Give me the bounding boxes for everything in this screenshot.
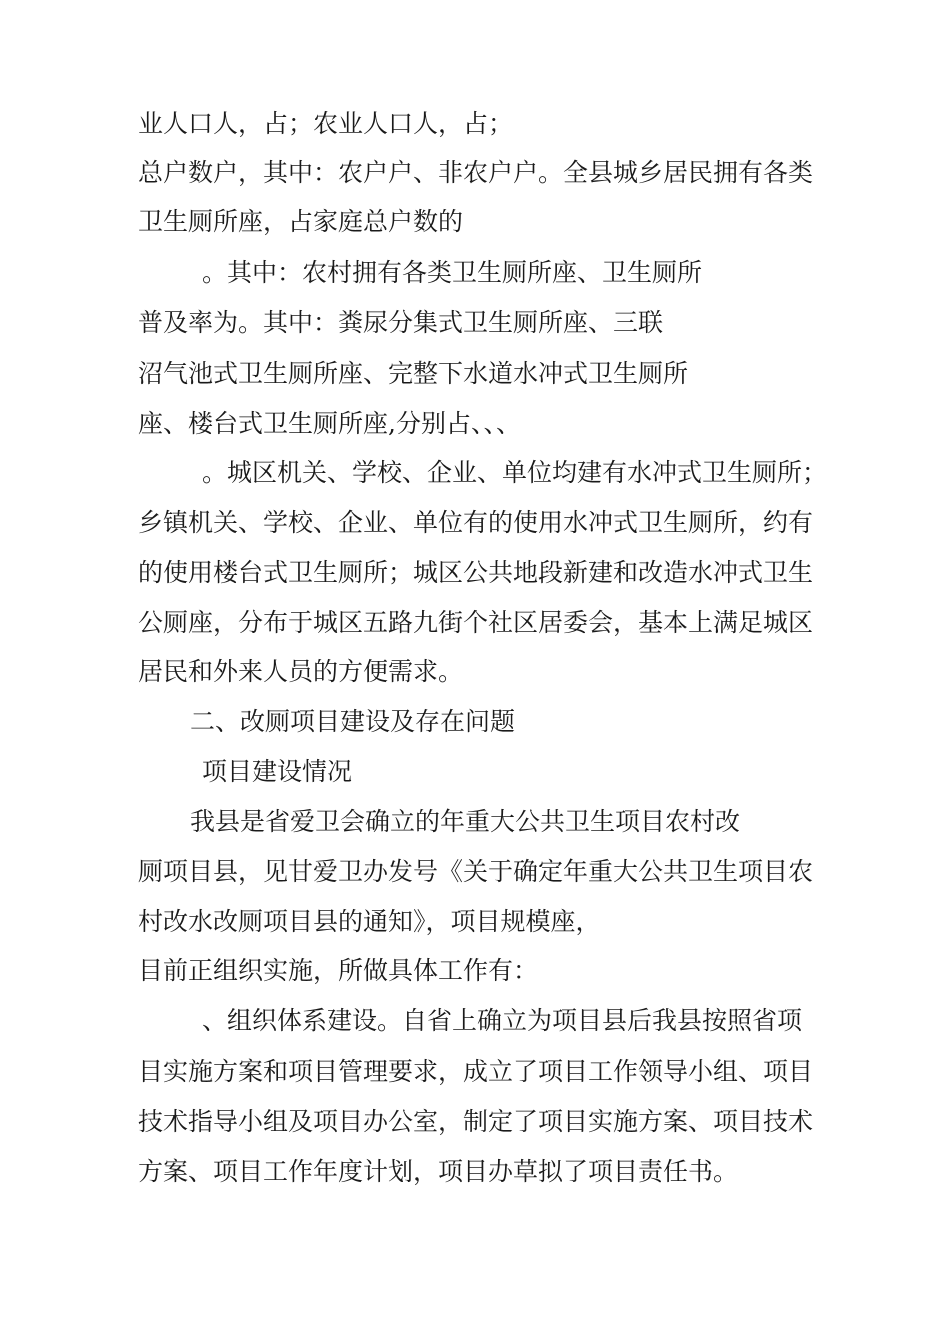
text-line: 目实施方案和项目管理要求，成立了项目工作领导小组、项目 xyxy=(138,1057,814,1086)
text-line: 座、楼台式卫生厕所座,分别占、、、 xyxy=(138,409,521,438)
text-line: 的使用楼台式卫生厕所；城区公共地段新建和改造水冲式卫生 xyxy=(138,558,814,587)
text-line: 业人口人，占；农业人口人，占； xyxy=(138,109,514,138)
text-line: 我县是省爱卫会确立的年重大公共卫生项目农村改 xyxy=(190,807,741,836)
text-line: 。其中：农村拥有各类卫生厕所座、卫生厕所 xyxy=(202,258,703,287)
text-line: 村改水改厕项目县的通知》，项目规模座， xyxy=(138,907,601,936)
text-line: 。城区机关、学校、企业、单位均建有水冲式卫生厕所； xyxy=(202,458,828,487)
text-line: 普及率为。其中：粪尿分集式卫生厕所座、三联 xyxy=(138,308,664,337)
text-line: 目前正组织实施，所做具体工作有： xyxy=(138,956,539,985)
text-line: 厕项目县，见甘爱卫办发号《关于确定年重大公共卫生项目农 xyxy=(138,857,814,886)
text-line: 沼气池式卫生厕所座、完整下水道水冲式卫生厕所 xyxy=(138,359,689,388)
text-line: 总户数户，其中：农户户、非农户户。全县城乡居民拥有各类 xyxy=(138,158,814,187)
section-heading: 二、改厕项目建设及存在问题 xyxy=(190,707,516,736)
text-line: 、组织体系建设。自省上确立为项目县后我县按照省项 xyxy=(202,1006,803,1035)
text-line: 公厕座，分布于城区五路九街个社区居委会，基本上满足城区 xyxy=(138,608,814,637)
text-line: 乡镇机关、学校、企业、单位有的使用水冲式卫生厕所，约有 xyxy=(138,508,814,537)
text-line: 卫生厕所座，占家庭总户数的 xyxy=(138,207,464,236)
text-line: 技术指导小组及项目办公室，制定了项目实施方案、项目技术 xyxy=(138,1107,814,1136)
text-line: 居民和外来人员的方便需求。 xyxy=(138,657,464,686)
text-line: 方案、项目工作年度计划，项目办草拟了项目责任书。 xyxy=(138,1157,739,1186)
subsection-heading: 项目建设情况 xyxy=(202,757,353,786)
